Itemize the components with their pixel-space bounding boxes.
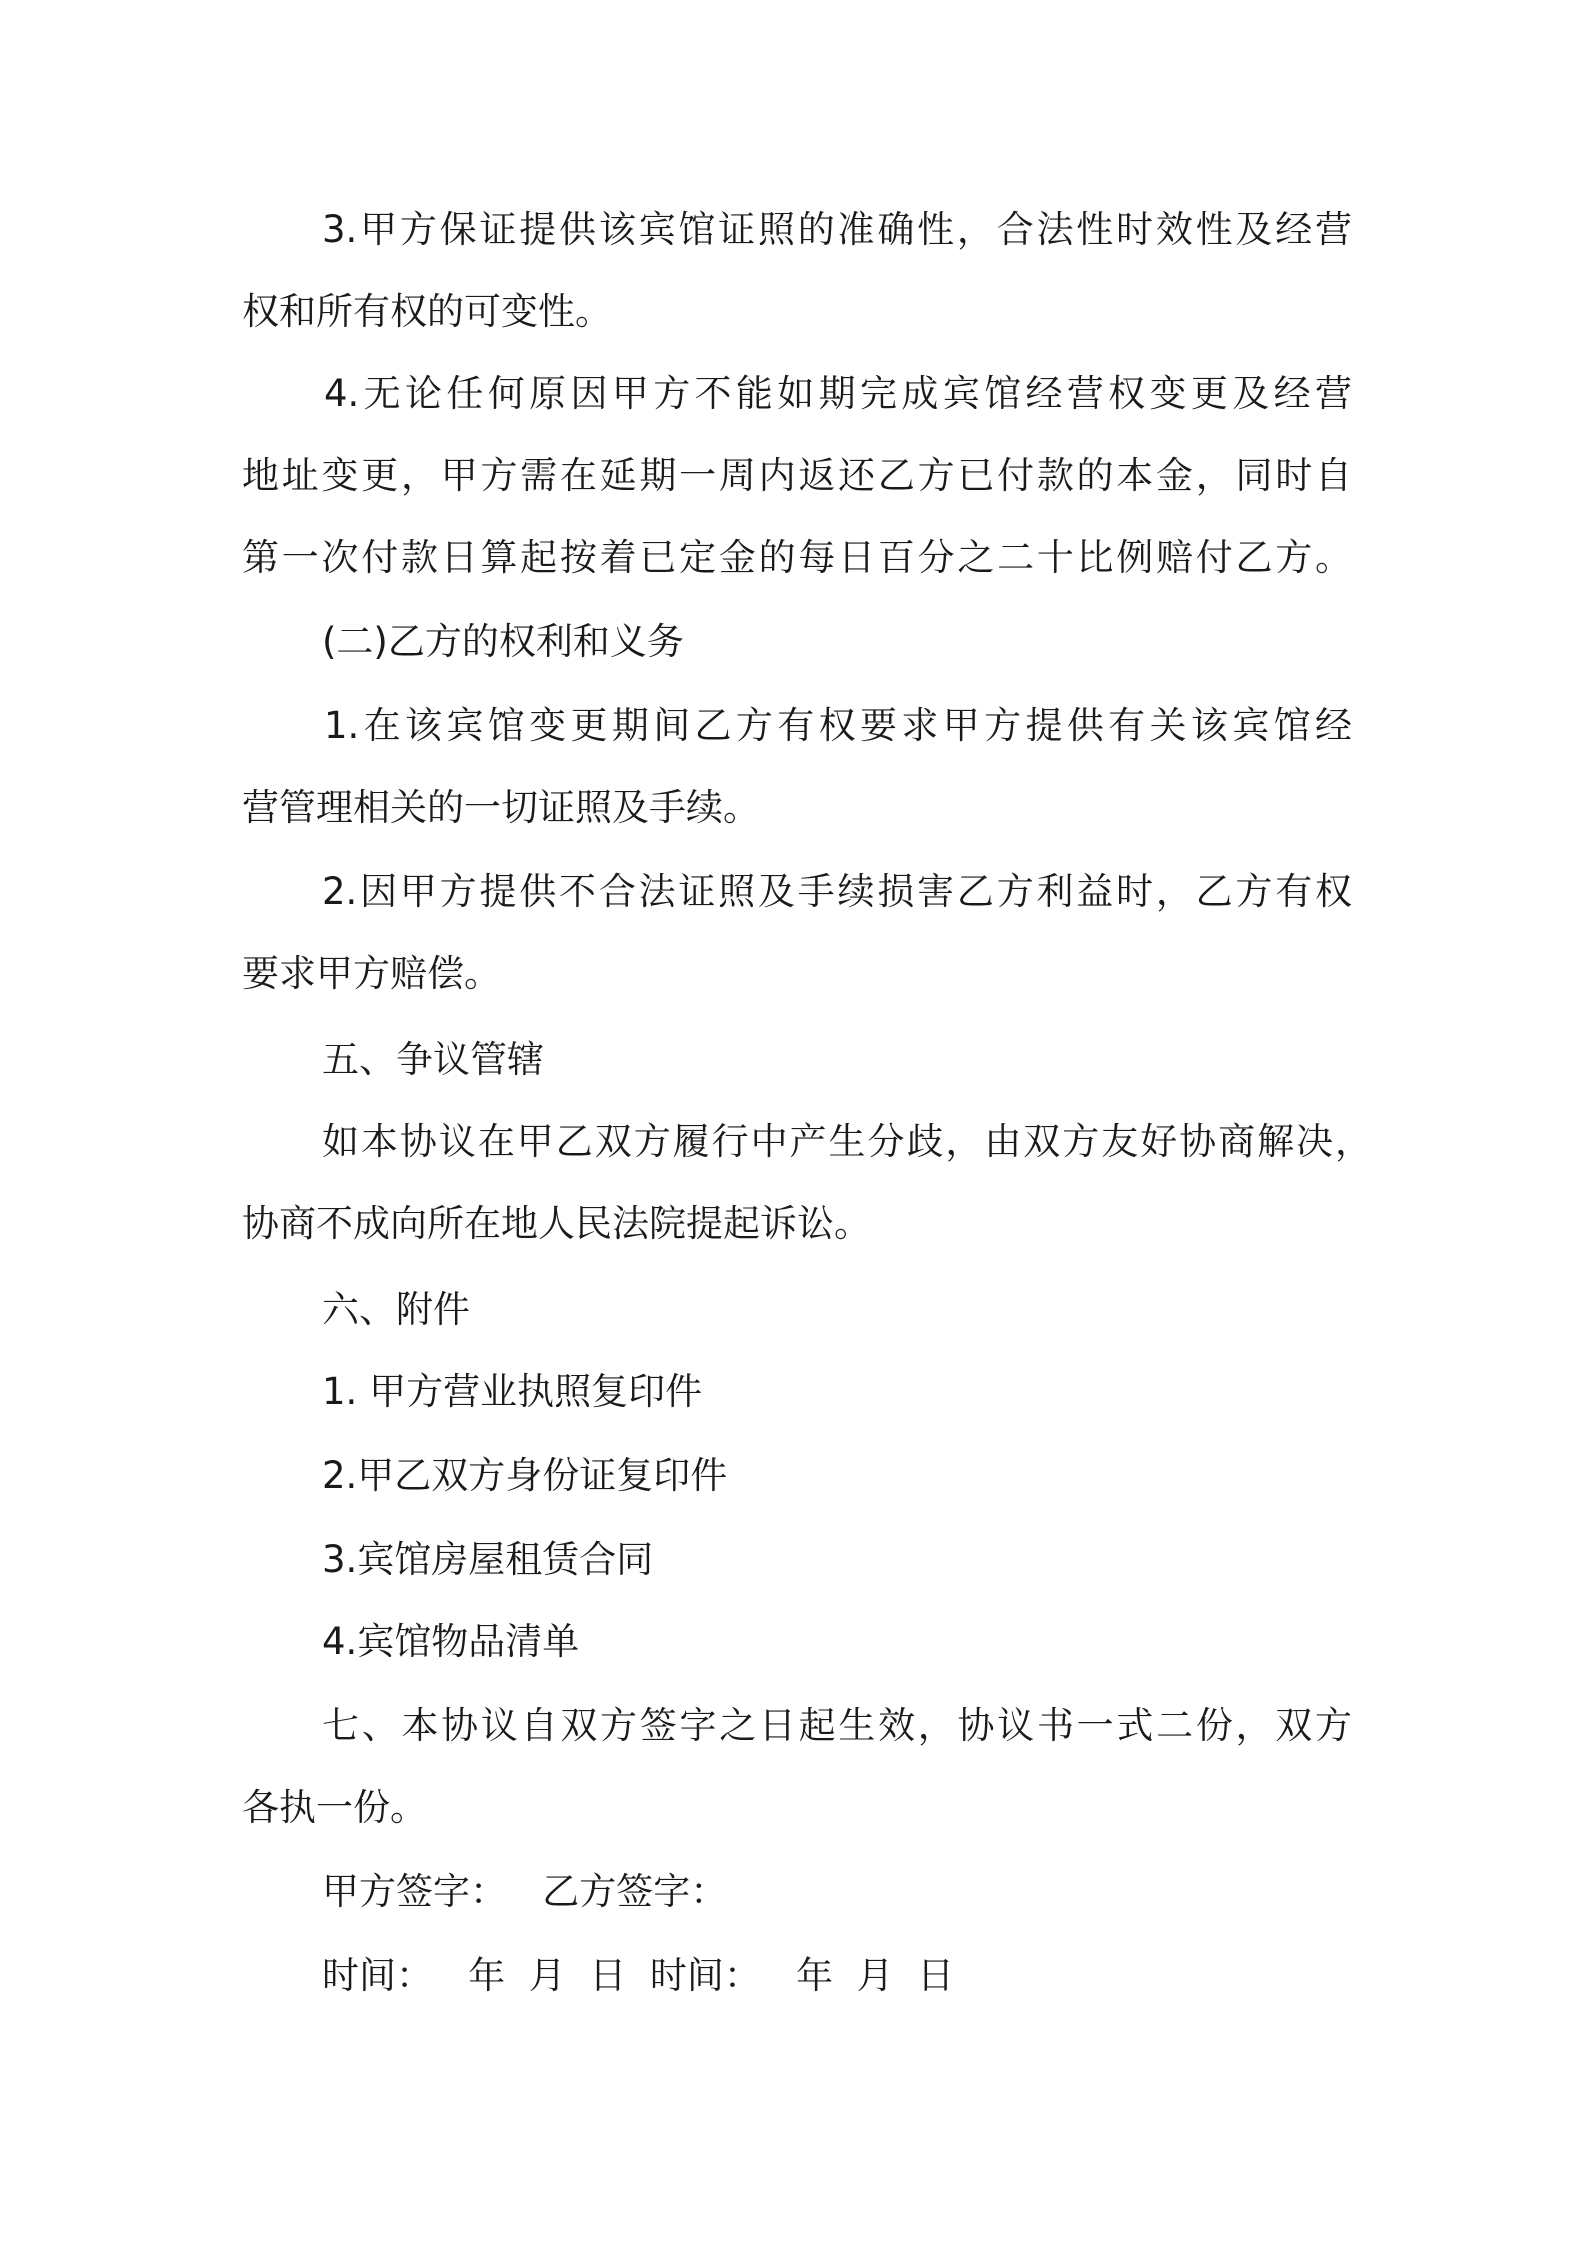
attachment-item-4: 4.宾馆物品清单 <box>322 1620 580 1663</box>
party-b-item-1-line-1: 1.在该宾馆变更期间乙方有权要求甲方提供有关该宾馆经 <box>324 704 1352 747</box>
dispute-line-2: 协商不成向所在地人民法院提起诉讼。 <box>242 1202 871 1245</box>
section-five-heading: 五、争议管辖 <box>322 1038 544 1081</box>
dispute-line-1: 如本协议在甲乙双方履行中产生分歧，由双方友好协商解决， <box>322 1120 1372 1163</box>
party-b-item-2-line-2: 要求甲方赔偿。 <box>242 952 501 995</box>
section-six-heading: 六、附件 <box>322 1288 470 1331</box>
attachment-item-1: 1. 甲方营业执照复印件 <box>322 1370 703 1413</box>
party-b-item-1-line-2: 营管理相关的一切证照及手续。 <box>242 786 760 829</box>
date-line: 时间： 年 月 日 时间： 年 月 日 <box>322 1954 955 1997</box>
paragraph-4-line-2: 地址变更，甲方需在延期一周内返还乙方已付款的本金，同时自 <box>242 454 1352 497</box>
paragraph-4-line-3: 第一次付款日算起按着已定金的每日百分之二十比例赔付乙方。 <box>242 536 1352 579</box>
section-seven-line-2: 各执一份。 <box>242 1786 427 1829</box>
section-party-b-heading: (二)乙方的权利和义务 <box>322 620 684 663</box>
paragraph-3-line-1: 3.甲方保证提供该宾馆证照的准确性，合法性时效性及经营 <box>322 208 1352 251</box>
signature-line: 甲方签字： 乙方签字： <box>322 1870 728 1913</box>
attachment-item-3: 3.宾馆房屋租赁合同 <box>322 1538 654 1581</box>
paragraph-3-line-2: 权和所有权的可变性。 <box>242 290 612 333</box>
attachment-item-2: 2.甲乙双方身份证复印件 <box>322 1454 728 1497</box>
party-b-item-2-line-1: 2.因甲方提供不合法证照及手续损害乙方利益时，乙方有权 <box>322 870 1352 913</box>
section-seven-line-1: 七、本协议自双方签字之日起生效，协议书一式二份，双方 <box>322 1704 1352 1747</box>
paragraph-4-line-1: 4.无论任何原因甲方不能如期完成宾馆经营权变更及经营 <box>324 372 1352 415</box>
